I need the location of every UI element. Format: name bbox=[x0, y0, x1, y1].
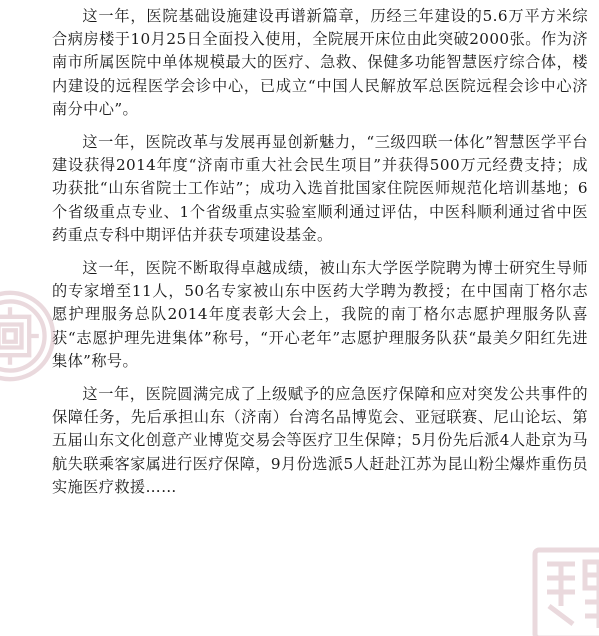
paragraph-reform: 这一年，医院改革与发展再显创新魅力，“三级四联一体化”智慧医学平台建设获得2014年度“济南市重大社会民生项目”并获得500万元经费支持；成功获批“山东省院士工作站”；成功入选首批国家住院医师规范化培训基地；6个省级重点专业、1个省级重点实验室顺利通过评估，中医科顺利通过省中医药重点专科中期评估并获专项建设基金。 bbox=[52, 133, 588, 244]
paragraph-emergency: 这一年，医院圆满完成了上级赋予的应急医疗保障和应对突发公共事件的保障任务，先后承担山东（济南）台湾名品博览会、亚冠联赛、尼山论坛、第五届山东文化创意产业博览交易会等医疗卫生保障；5月份先后派4人赴京为马航失联乘客家属进行医疗保障，9月份选派5人赶赴江苏为昆山粉尘爆炸重伤员实施医疗救援…… bbox=[52, 385, 588, 496]
seal-character-watermark bbox=[529, 544, 599, 636]
knot-pattern-watermark bbox=[0, 288, 58, 384]
paragraph-infrastructure: 这一年，医院基础设施建设再谱新篇章，历经三年建设的5.6万平方米综合病房楼于10月25日全面投入使用，全院展开床位由此突破2000张。作为济南市所属医院中单体规模最大的医疗、急救、保健多功能智慧医疗综合体，楼内建设的远程医学会诊中心，已成立“中国人民解放军总医院远程会诊中心济南分中心”。 bbox=[52, 7, 588, 118]
paragraph-achievements: 这一年，医院不断取得卓越成绩，被山东大学医学院聘为博士研究生导师的专家增至11人，50名专家被山东中医药大学聘为教授；在中国南丁格尔志愿护理服务总队2014年度表彰大会上，我院的南丁格尔志愿护理服务队喜获“志愿护理先进集体”称号，“开心老年”志愿护理服务队获“最美夕阳红先进集体”称号。 bbox=[52, 259, 588, 370]
article-body bbox=[52, 5, 588, 509]
